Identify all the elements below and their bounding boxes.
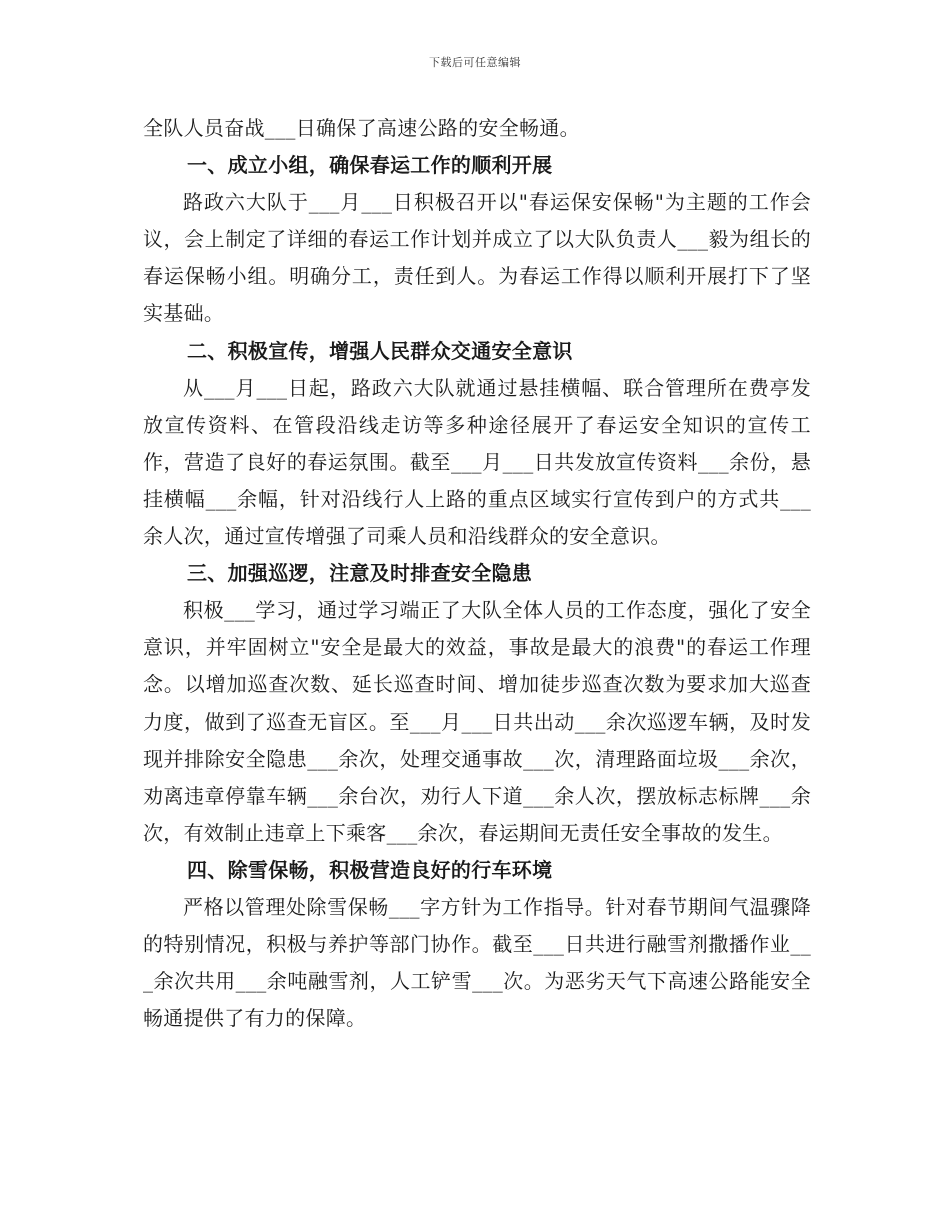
section-heading-2: 二、积极宣传，增强人民群众交通安全意识 (187, 338, 573, 363)
section-heading-4: 四、除雪保畅，积极营造良好的行车环境 (187, 857, 553, 882)
paragraph-section-3: 积极___学习，通过学习端正了大队全体人员的工作态度，强化了安全意识，并牢固树立"安全是最大的效益，事故是最大的浪费"的春运工作理念。以增加巡查次数、延长巡查时间、增加徒步巡查次数为要求加大巡查力度，做到了巡查无盲区。至___月___日共出动___余次巡逻车辆，及时发现并排除安全隐患___余次，处理交通事故___次，清理路面垃圾___余次，劝离违章停靠车辆___余台次，劝行人下道___余人次，摆放标志标牌___余次，有效制止违章上下乘客___余次，春运期间无责任安全事故的发生。 (143, 598, 811, 845)
section-heading-3: 三、加强巡逻，注意及时排查安全隐患 (187, 561, 533, 586)
document-body (143, 110, 811, 1037)
paragraph-intro: 全队人员奋战___日确保了高速公路的安全畅通。 (143, 116, 580, 140)
page-header: 下载后可任意编辑 (429, 56, 521, 69)
paragraph-section-4: 严格以管理处除雪保畅___字方针为工作指导。针对春节期间气温骤降的特别情况，积极与养护等部门协作。截至___日共进行融雪剂撒播作业___余次共用___余吨融雪剂，人工铲雪___次。为恶劣天气下高速公路能安全畅通提供了有力的保障。 (143, 894, 811, 1031)
section-heading-1: 一、成立小组，确保春运工作的顺利开展 (187, 153, 553, 178)
paragraph-section-1: 路政六大队于___月___日积极召开以"春运保安保畅"为主题的工作会议，会上制定了详细的春运工作计划并成立了以大队负责人___毅为组长的春运保畅小组。明确分工，责任到人。为春运工作得以顺利开展打下了坚实基础。 (143, 190, 811, 326)
paragraph-section-2: 从___月___日起，路政六大队就通过悬挂横幅、联合管理所在费亭发放宣传资料、在管段沿线走访等多种途径展开了春运安全知识的宣传工作，营造了良好的春运氛围。截至___月___日共发放宣传资料___余份，悬挂横幅___余幅，针对沿线行人上路的重点区域实行宣传到户的方式共___余人次，通过宣传增强了司乘人员和沿线群众的安全意识。 (143, 375, 811, 549)
